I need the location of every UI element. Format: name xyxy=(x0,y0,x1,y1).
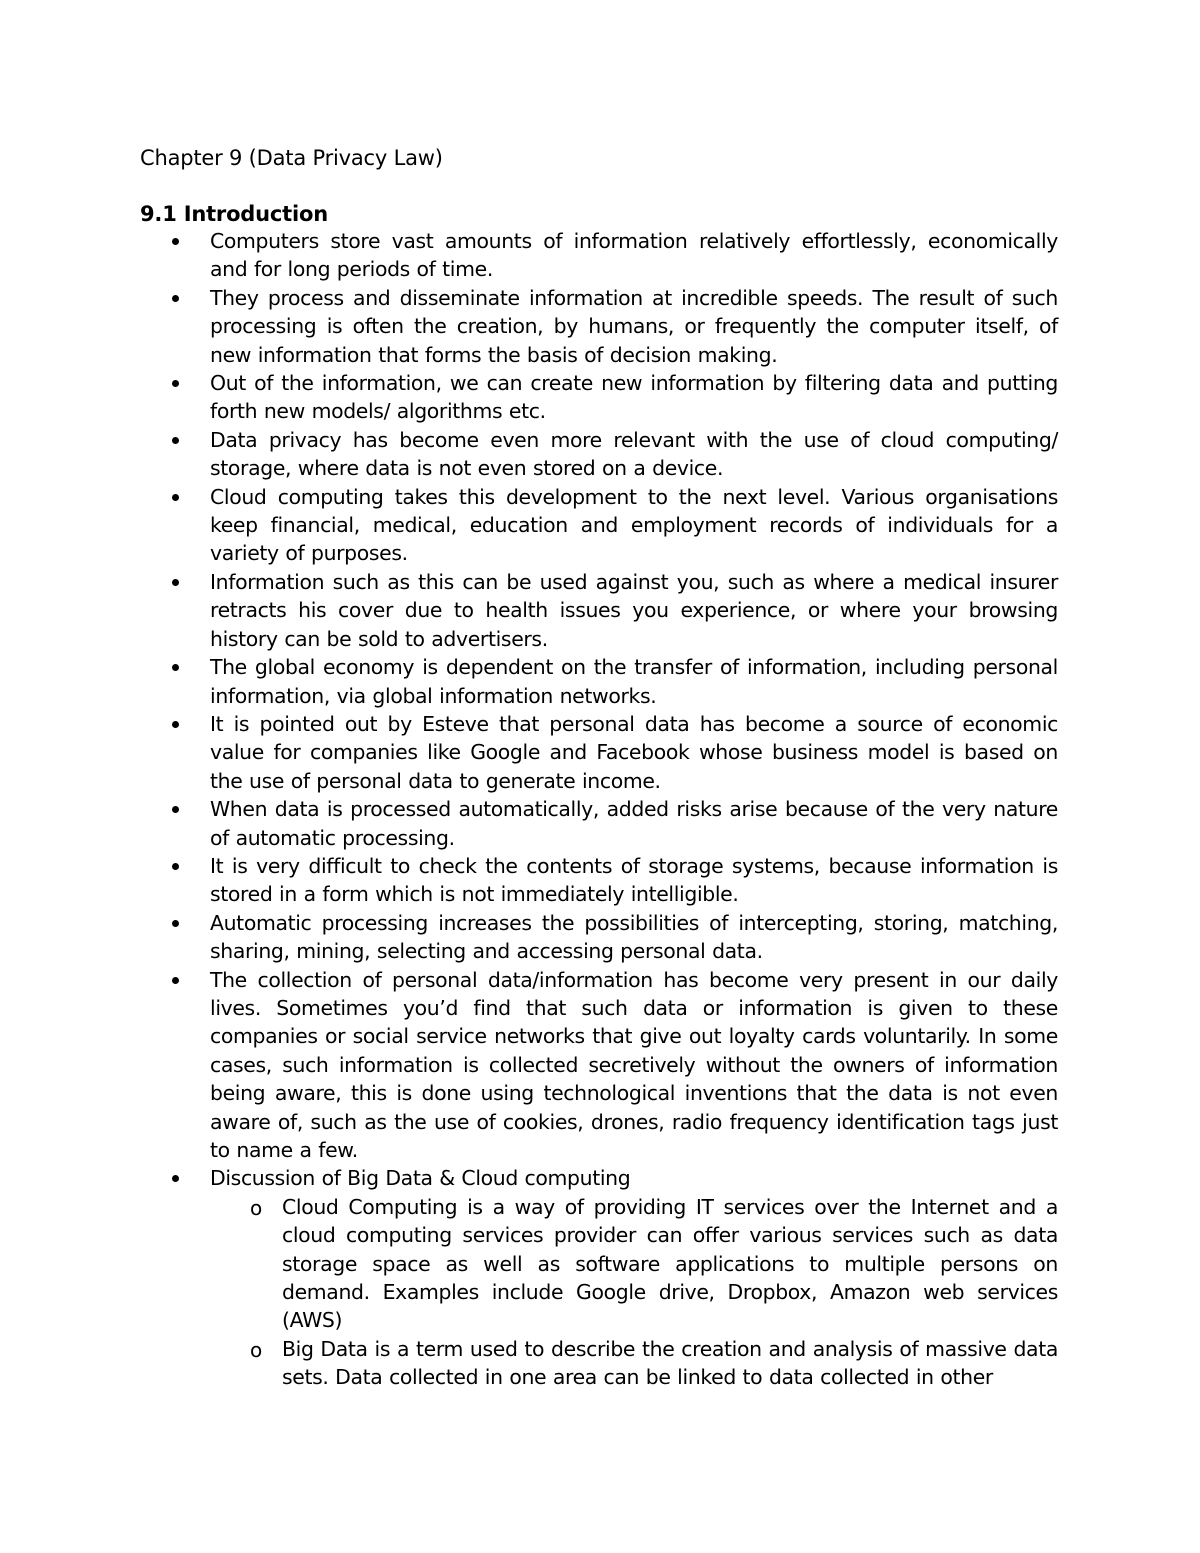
bullet-icon xyxy=(172,238,179,245)
list-item xyxy=(166,426,1058,483)
list-item-text: Out of the information, we can create new information by filtering data and putting forth new models/ algorithms etc. xyxy=(210,371,1058,424)
bullet-icon xyxy=(172,920,179,927)
bullet-icon xyxy=(172,1175,179,1182)
list-item-text: Cloud computing takes this development to the next level. Various organisations keep financial, medical, education and employment records of individuals for a variety of purposes. xyxy=(210,484,1058,566)
list-item xyxy=(166,966,1058,1165)
chapter-title: Chapter 9 (Data Privacy Law) xyxy=(140,146,443,170)
sub-list-item xyxy=(210,1193,1058,1335)
circle-bullet-icon: o xyxy=(250,1337,262,1362)
bullet-icon xyxy=(172,664,179,671)
list-item-text: The global economy is dependent on the transfer of information, including personal information, via global information networks. xyxy=(210,655,1058,708)
sub-list-item-text: Big Data is a term used to describe the creation and analysis of massive data sets. Data collected in one area can be linked to data collected in other xyxy=(282,1336,1058,1390)
list-item xyxy=(166,1164,1058,1391)
section-heading: 9.1 Introduction xyxy=(140,202,328,226)
list-item-text: Information such as this can be used against you, such as where a medical insurer retracts his cover due to health issues you experience, or where your browsing history can be sold to advertisers. xyxy=(210,569,1058,651)
list-item xyxy=(166,483,1058,568)
list-item xyxy=(166,852,1058,909)
list-item xyxy=(166,369,1058,426)
sub-bullet-list xyxy=(210,1193,1058,1392)
list-item-text: When data is processed automatically, added risks arise because of the very nature of automatic processing. xyxy=(210,797,1058,850)
bullet-list xyxy=(166,227,1058,1392)
bullet-icon xyxy=(172,437,179,444)
sub-list-item xyxy=(210,1335,1058,1392)
list-item xyxy=(166,909,1058,966)
sub-list-item-text: Cloud Computing is a way of providing IT services over the Internet and a cloud computing services provider can offer various services such as data storage space as well as software applications to multiple persons on demand. Examples include Google drive, Dropbox, Amazon web services (AWS) xyxy=(282,1194,1058,1333)
list-item-text: They process and disseminate information at incredible speeds. The result of such processing is often the creation, by humans, or frequently the computer itself, of new information that forms the basis of decision making. xyxy=(210,285,1058,367)
bullet-icon xyxy=(172,721,179,728)
bullet-icon xyxy=(172,977,179,984)
circle-bullet-icon: o xyxy=(250,1195,262,1220)
list-item xyxy=(166,284,1058,369)
list-item-text: It is very difficult to check the contents of storage systems, because information is stored in a form which is not immediately intelligible. xyxy=(210,853,1058,907)
bullet-icon xyxy=(172,863,179,870)
bullet-icon xyxy=(172,295,179,302)
list-item-text: Discussion of Big Data & Cloud computing xyxy=(210,1166,631,1191)
list-item-text: Automatic processing increases the possibilities of intercepting, storing, matching, sharing, mining, selecting and accessing personal data. xyxy=(210,910,1058,964)
list-item xyxy=(166,227,1058,284)
list-item-text: The collection of personal data/information has become very present in our daily lives. Sometimes you’d find that such data or information is given to these companies or social service networks that give out loyalty cards voluntarily. In some cases, such information is collected secretively without the owners of information being aware, this is done using technological inventions that the data is not even aware of, such as the use of cookies, drones, radio frequency identification tags just to name a few. xyxy=(210,967,1058,1162)
list-item-text: It is pointed out by Esteve that personal data has become a source of economic value for companies like Google and Facebook whose business model is based on the use of personal data to generate income. xyxy=(210,711,1058,793)
list-item xyxy=(166,795,1058,852)
bullet-icon xyxy=(172,380,179,387)
bullet-icon xyxy=(172,806,179,813)
list-item xyxy=(166,710,1058,795)
list-item xyxy=(166,568,1058,653)
list-item-text: Computers store vast amounts of information relatively effortlessly, economically and for long periods of time. xyxy=(210,229,1058,282)
bullet-icon xyxy=(172,579,179,586)
list-item-text: Data privacy has become even more relevant with the use of cloud computing/ storage, where data is not even stored on a device. xyxy=(210,427,1058,481)
bullet-icon xyxy=(172,494,179,501)
list-item xyxy=(166,653,1058,710)
